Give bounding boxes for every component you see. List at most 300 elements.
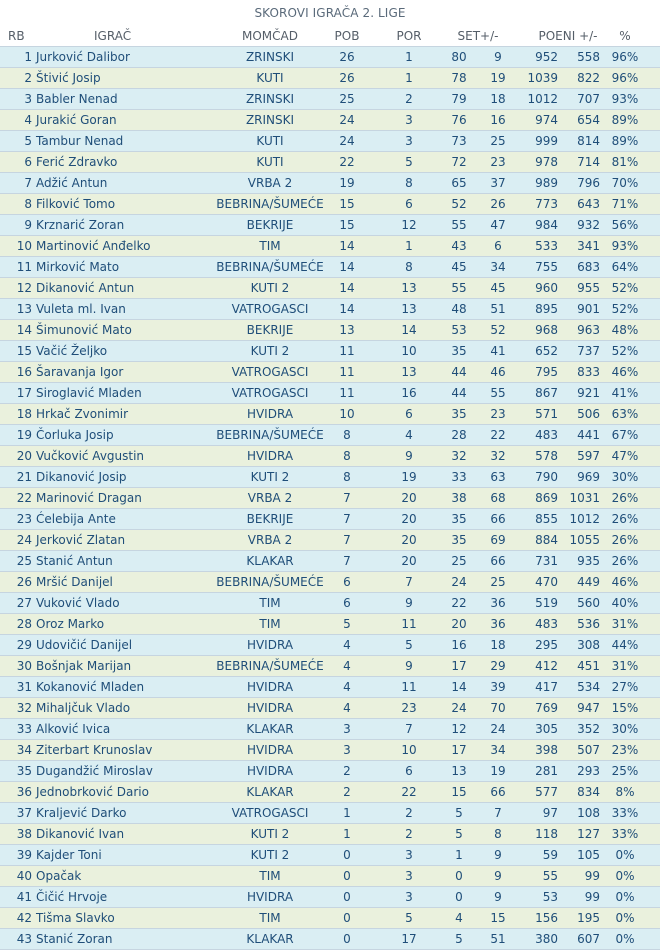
win-percent-cell: 44% <box>611 638 639 652</box>
points-lost-cell: 449 <box>577 575 600 589</box>
team-cell: HVIDRA <box>246 701 294 715</box>
table-row <box>0 509 660 530</box>
win-percent-cell: 64% <box>611 260 639 274</box>
team-cell: VRBA 2 <box>247 491 293 505</box>
losses-cell: 3 <box>405 890 413 904</box>
team-cell: HVIDRA <box>246 890 294 904</box>
sets-won-cell: 13 <box>451 764 467 778</box>
points-won-cell: 533 <box>535 239 558 253</box>
points-won-cell: 895 <box>535 302 558 316</box>
losses-cell: 12 <box>401 218 417 232</box>
losses-cell: 4 <box>405 428 413 442</box>
losses-cell: 5 <box>405 638 413 652</box>
sets-lost-cell: 9 <box>494 50 502 64</box>
wins-cell: 11 <box>339 386 355 400</box>
points-lost-cell: 105 <box>577 848 600 862</box>
wins-cell: 0 <box>343 911 351 925</box>
rank-cell: 18 <box>16 407 32 421</box>
rank-cell: 29 <box>16 638 32 652</box>
win-percent-cell: 26% <box>611 491 639 505</box>
table-row <box>0 425 660 446</box>
table-row <box>0 866 660 887</box>
rank-cell: 36 <box>16 785 32 799</box>
sets-won-cell: 16 <box>451 638 467 652</box>
sets-lost-cell: 66 <box>490 785 506 799</box>
team-cell: KUTI <box>256 71 284 85</box>
player-name-cell: Stanić Zoran <box>36 932 113 946</box>
sets-lost-cell: 26 <box>490 197 506 211</box>
sets-lost-cell: 63 <box>490 470 506 484</box>
rank-cell: 21 <box>16 470 32 484</box>
sets-lost-cell: 47 <box>490 218 506 232</box>
points-won-cell: 769 <box>535 701 558 715</box>
team-cell: KLAKAR <box>246 932 294 946</box>
table-row <box>0 362 660 383</box>
team-cell: VRBA 2 <box>247 176 293 190</box>
rank-cell: 3 <box>24 92 32 106</box>
win-percent-cell: 26% <box>611 554 639 568</box>
sets-won-cell: 76 <box>451 113 467 127</box>
losses-cell: 16 <box>401 386 417 400</box>
rank-cell: 40 <box>16 869 32 883</box>
player-name-cell: Udovičić Danijel <box>36 638 133 652</box>
win-percent-cell: 33% <box>611 806 639 820</box>
points-lost-cell: 683 <box>577 260 600 274</box>
sets-won-cell: 24 <box>451 701 467 715</box>
player-name-cell: Stanić Antun <box>36 554 113 568</box>
sets-lost-cell: 36 <box>490 617 506 631</box>
points-lost-cell: 308 <box>577 638 600 652</box>
team-cell: HVIDRA <box>246 680 294 694</box>
table-row <box>0 530 660 551</box>
losses-cell: 8 <box>405 260 413 274</box>
player-name-cell: Kokanović Mladen <box>36 680 145 694</box>
wins-cell: 11 <box>339 344 355 358</box>
sets-lost-cell: 22 <box>490 428 506 442</box>
points-won-cell: 999 <box>535 134 558 148</box>
team-cell: KUTI <box>256 134 284 148</box>
points-lost-cell: 1055 <box>569 533 600 547</box>
table-row <box>0 551 660 572</box>
player-name-cell: Filković Tomo <box>36 197 116 211</box>
table-row <box>0 383 660 404</box>
points-won-cell: 156 <box>535 911 558 925</box>
sets-lost-cell: 24 <box>490 722 506 736</box>
table-row <box>0 761 660 782</box>
wins-cell: 4 <box>343 659 351 673</box>
wins-cell: 7 <box>343 512 351 526</box>
points-lost-cell: 814 <box>577 134 600 148</box>
player-name-cell: Vučković Avgustin <box>36 449 145 463</box>
points-lost-cell: 921 <box>577 386 600 400</box>
sets-won-cell: 33 <box>451 470 467 484</box>
sets-lost-cell: 9 <box>494 848 502 862</box>
player-name-cell: Vačić Željko <box>36 344 108 358</box>
sets-lost-cell: 34 <box>490 743 506 757</box>
rank-cell: 7 <box>24 176 32 190</box>
table-row <box>0 677 660 698</box>
team-cell: KLAKAR <box>246 785 294 799</box>
rank-cell: 31 <box>16 680 32 694</box>
sets-lost-cell: 52 <box>490 323 506 337</box>
rank-cell: 30 <box>16 659 32 673</box>
player-name-cell: Hrkač Zvonimir <box>36 407 129 421</box>
win-percent-cell: 30% <box>611 722 639 736</box>
sets-lost-cell: 68 <box>490 491 506 505</box>
rank-cell: 6 <box>24 155 32 169</box>
table-row <box>0 908 660 929</box>
points-won-cell: 53 <box>542 890 558 904</box>
sets-won-cell: 5 <box>455 806 463 820</box>
player-name-cell: Čorluka Josip <box>36 428 114 442</box>
rank-cell: 19 <box>16 428 32 442</box>
win-percent-cell: 15% <box>611 701 639 715</box>
rank-cell: 11 <box>16 260 32 274</box>
points-won-cell: 1012 <box>527 92 558 106</box>
points-lost-cell: 947 <box>577 701 600 715</box>
player-name-cell: Mršić Danijel <box>36 575 113 589</box>
points-won-cell: 578 <box>535 449 558 463</box>
sets-won-cell: 5 <box>455 932 463 946</box>
win-percent-cell: 0% <box>615 932 635 946</box>
win-percent-cell: 52% <box>611 302 639 316</box>
points-lost-cell: 707 <box>577 92 600 106</box>
rank-cell: 43 <box>16 932 32 946</box>
table-row <box>0 446 660 467</box>
sets-lost-cell: 29 <box>490 659 506 673</box>
player-name-cell: Jurković Dalibor <box>36 50 130 64</box>
points-lost-cell: 99 <box>584 869 600 883</box>
rank-cell: 1 <box>24 50 32 64</box>
points-won-cell: 417 <box>535 680 558 694</box>
team-cell: VATROGASCI <box>231 386 309 400</box>
wins-cell: 14 <box>339 281 355 295</box>
win-percent-cell: 41% <box>611 386 639 400</box>
points-won-cell: 470 <box>535 575 558 589</box>
wins-cell: 24 <box>339 113 355 127</box>
wins-cell: 26 <box>339 71 355 85</box>
table-row <box>0 467 660 488</box>
table-row <box>0 929 660 950</box>
rank-cell: 20 <box>16 449 32 463</box>
wins-cell: 19 <box>339 176 355 190</box>
sets-won-cell: 5 <box>455 827 463 841</box>
sets-lost-cell: 55 <box>490 386 506 400</box>
table-row <box>0 47 660 68</box>
sets-lost-cell: 70 <box>490 701 506 715</box>
sets-lost-cell: 66 <box>490 554 506 568</box>
sets-won-cell: 35 <box>451 407 467 421</box>
win-percent-cell: 89% <box>611 134 639 148</box>
team-cell: HVIDRA <box>246 407 294 421</box>
points-lost-cell: 796 <box>577 176 600 190</box>
sets-lost-cell: 37 <box>490 176 506 190</box>
points-lost-cell: 963 <box>577 323 600 337</box>
player-name-cell: Mirković Mato <box>36 260 120 274</box>
sets-won-cell: 4 <box>455 911 463 925</box>
sets-won-cell: 35 <box>451 533 467 547</box>
rank-cell: 39 <box>16 848 32 862</box>
win-percent-cell: 96% <box>611 71 639 85</box>
losses-cell: 5 <box>405 155 413 169</box>
points-won-cell: 974 <box>535 113 558 127</box>
team-cell: BEBRINA/ŠUMEĆE <box>216 428 324 442</box>
losses-cell: 6 <box>405 764 413 778</box>
losses-cell: 7 <box>405 722 413 736</box>
sets-lost-cell: 23 <box>490 407 506 421</box>
table-row <box>0 698 660 719</box>
rank-cell: 12 <box>16 281 32 295</box>
points-lost-cell: 935 <box>577 554 600 568</box>
rank-cell: 13 <box>16 302 32 316</box>
rank-cell: 22 <box>16 491 32 505</box>
team-cell: KUTI 2 <box>250 281 290 295</box>
sets-lost-cell: 18 <box>490 638 506 652</box>
wins-cell: 22 <box>339 155 355 169</box>
wins-cell: 26 <box>339 50 355 64</box>
sets-won-cell: 24 <box>451 575 467 589</box>
rank-cell: 26 <box>16 575 32 589</box>
table-row <box>0 131 660 152</box>
player-name-cell: Ćelebija Ante <box>36 512 116 526</box>
sets-lost-cell: 51 <box>490 932 506 946</box>
points-won-cell: 295 <box>535 638 558 652</box>
table-row <box>0 740 660 761</box>
rank-cell: 35 <box>16 764 32 778</box>
team-cell: TIM <box>259 617 281 631</box>
sets-won-cell: 79 <box>451 92 467 106</box>
team-cell: BEKRIJE <box>246 323 294 337</box>
wins-cell: 8 <box>343 428 351 442</box>
sets-won-cell: 25 <box>451 554 467 568</box>
win-percent-cell: 46% <box>611 365 639 379</box>
losses-cell: 2 <box>405 92 413 106</box>
team-cell: BEKRIJE <box>246 512 294 526</box>
points-won-cell: 412 <box>535 659 558 673</box>
sets-won-cell: 22 <box>451 596 467 610</box>
win-percent-cell: 67% <box>611 428 639 442</box>
sets-lost-cell: 9 <box>494 869 502 883</box>
points-lost-cell: 507 <box>577 743 600 757</box>
win-percent-cell: 93% <box>611 92 639 106</box>
player-name-cell: Štivić Josip <box>36 71 101 85</box>
table-row <box>0 341 660 362</box>
sets-won-cell: 1 <box>455 848 463 862</box>
header-pct: % <box>619 29 631 43</box>
team-cell: HVIDRA <box>246 764 294 778</box>
sets-won-cell: 20 <box>451 617 467 631</box>
table-row <box>0 299 660 320</box>
win-percent-cell: 0% <box>615 848 635 862</box>
player-name-cell: Čičić Hrvoje <box>36 890 108 904</box>
wins-cell: 8 <box>343 470 351 484</box>
points-lost-cell: 441 <box>577 428 600 442</box>
points-lost-cell: 195 <box>577 911 600 925</box>
losses-cell: 3 <box>405 134 413 148</box>
losses-cell: 1 <box>405 239 413 253</box>
points-won-cell: 305 <box>535 722 558 736</box>
sets-lost-cell: 41 <box>490 344 506 358</box>
team-cell: KLAKAR <box>246 722 294 736</box>
points-lost-cell: 643 <box>577 197 600 211</box>
points-lost-cell: 558 <box>577 50 600 64</box>
sets-won-cell: 78 <box>451 71 467 85</box>
rank-cell: 34 <box>16 743 32 757</box>
points-lost-cell: 969 <box>577 470 600 484</box>
wins-cell: 24 <box>339 134 355 148</box>
table-row <box>0 824 660 845</box>
player-name-cell: Ferić Zdravko <box>36 155 118 169</box>
points-lost-cell: 822 <box>577 71 600 85</box>
table-row <box>0 572 660 593</box>
player-name-cell: Jerković Zlatan <box>36 533 126 547</box>
win-percent-cell: 40% <box>611 596 639 610</box>
wins-cell: 14 <box>339 239 355 253</box>
points-lost-cell: 536 <box>577 617 600 631</box>
sets-won-cell: 48 <box>451 302 467 316</box>
losses-cell: 3 <box>405 113 413 127</box>
losses-cell: 9 <box>405 659 413 673</box>
player-name-cell: Alković Ivica <box>36 722 111 736</box>
sets-lost-cell: 6 <box>494 239 502 253</box>
win-percent-cell: 71% <box>611 197 639 211</box>
table-row <box>0 215 660 236</box>
sets-lost-cell: 19 <box>490 764 506 778</box>
sets-lost-cell: 23 <box>490 155 506 169</box>
sets-won-cell: 38 <box>451 491 467 505</box>
team-cell: BEKRIJE <box>246 218 294 232</box>
wins-cell: 11 <box>339 365 355 379</box>
header-player: IGRAČ <box>94 29 132 43</box>
player-name-cell: Bošnjak Marijan <box>36 659 132 673</box>
wins-cell: 2 <box>343 764 351 778</box>
team-cell: TIM <box>259 911 281 925</box>
header-pob: POB <box>334 29 360 43</box>
wins-cell: 5 <box>343 617 351 631</box>
points-lost-cell: 1031 <box>569 491 600 505</box>
team-cell: BEBRINA/ŠUMEĆE <box>216 260 324 274</box>
sets-won-cell: 80 <box>451 50 467 64</box>
win-percent-cell: 56% <box>611 218 639 232</box>
player-name-cell: Kajder Toni <box>36 848 102 862</box>
player-name-cell: Ziterbart Krunoslav <box>36 743 153 757</box>
player-name-cell: Dikanović Josip <box>36 470 127 484</box>
losses-cell: 1 <box>405 50 413 64</box>
losses-cell: 14 <box>401 323 417 337</box>
losses-cell: 5 <box>405 911 413 925</box>
table-row <box>0 257 660 278</box>
points-lost-cell: 607 <box>577 932 600 946</box>
losses-cell: 8 <box>405 176 413 190</box>
losses-cell: 20 <box>401 512 417 526</box>
table-row <box>0 278 660 299</box>
header-rb: RB <box>8 29 25 43</box>
losses-cell: 3 <box>405 869 413 883</box>
team-cell: KUTI 2 <box>250 848 290 862</box>
player-name-cell: Dikanović Ivan <box>36 827 125 841</box>
win-percent-cell: 0% <box>615 911 635 925</box>
win-percent-cell: 93% <box>611 239 639 253</box>
table-row <box>0 173 660 194</box>
team-cell: VATROGASCI <box>231 302 309 316</box>
player-name-cell: Adžić Antun <box>36 176 108 190</box>
rank-cell: 32 <box>16 701 32 715</box>
sets-won-cell: 45 <box>451 260 467 274</box>
points-lost-cell: 597 <box>577 449 600 463</box>
points-won-cell: 577 <box>535 785 558 799</box>
losses-cell: 6 <box>405 197 413 211</box>
table-row <box>0 89 660 110</box>
wins-cell: 6 <box>343 596 351 610</box>
sets-won-cell: 15 <box>451 785 467 799</box>
team-cell: VRBA 2 <box>247 533 293 547</box>
sets-won-cell: 55 <box>451 281 467 295</box>
losses-cell: 20 <box>401 533 417 547</box>
sets-lost-cell: 34 <box>490 260 506 274</box>
team-cell: BEBRINA/ŠUMEĆE <box>216 575 324 589</box>
sets-lost-cell: 69 <box>490 533 506 547</box>
points-lost-cell: 955 <box>577 281 600 295</box>
win-percent-cell: 26% <box>611 512 639 526</box>
wins-cell: 0 <box>343 932 351 946</box>
points-lost-cell: 932 <box>577 218 600 232</box>
points-lost-cell: 352 <box>577 722 600 736</box>
losses-cell: 22 <box>401 785 417 799</box>
player-name-cell: Dugandžić Miroslav <box>36 764 153 778</box>
table-row <box>0 845 660 866</box>
wins-cell: 10 <box>339 407 355 421</box>
points-won-cell: 869 <box>535 491 558 505</box>
losses-cell: 7 <box>405 575 413 589</box>
table-row <box>0 404 660 425</box>
points-won-cell: 571 <box>535 407 558 421</box>
player-name-cell: Vuković Vlado <box>36 596 120 610</box>
team-cell: VATROGASCI <box>231 365 309 379</box>
losses-cell: 23 <box>401 701 417 715</box>
sets-lost-cell: 15 <box>490 911 506 925</box>
win-percent-cell: 52% <box>611 281 639 295</box>
win-percent-cell: 25% <box>611 764 639 778</box>
win-percent-cell: 33% <box>611 827 639 841</box>
player-name-cell: Šimunović Mato <box>36 323 132 337</box>
losses-cell: 1 <box>405 71 413 85</box>
sets-won-cell: 65 <box>451 176 467 190</box>
points-won-cell: 652 <box>535 344 558 358</box>
win-percent-cell: 47% <box>611 449 639 463</box>
win-percent-cell: 48% <box>611 323 639 337</box>
rank-cell: 33 <box>16 722 32 736</box>
win-percent-cell: 0% <box>615 890 635 904</box>
table-row <box>0 635 660 656</box>
sets-lost-cell: 18 <box>490 92 506 106</box>
rank-cell: 41 <box>16 890 32 904</box>
points-won-cell: 398 <box>535 743 558 757</box>
player-name-cell: Kraljević Darko <box>36 806 127 820</box>
sets-won-cell: 12 <box>451 722 467 736</box>
points-won-cell: 855 <box>535 512 558 526</box>
table-row <box>0 887 660 908</box>
player-name-cell: Siroglavić Mladen <box>36 386 142 400</box>
header-set: SET+/- <box>457 29 499 43</box>
player-name-cell: Mihaljčuk Vlado <box>36 701 131 715</box>
sets-lost-cell: 25 <box>490 575 506 589</box>
points-lost-cell: 506 <box>577 407 600 421</box>
points-lost-cell: 293 <box>577 764 600 778</box>
rank-cell: 25 <box>16 554 32 568</box>
team-cell: KUTI 2 <box>250 344 290 358</box>
win-percent-cell: 96% <box>611 50 639 64</box>
points-won-cell: 978 <box>535 155 558 169</box>
